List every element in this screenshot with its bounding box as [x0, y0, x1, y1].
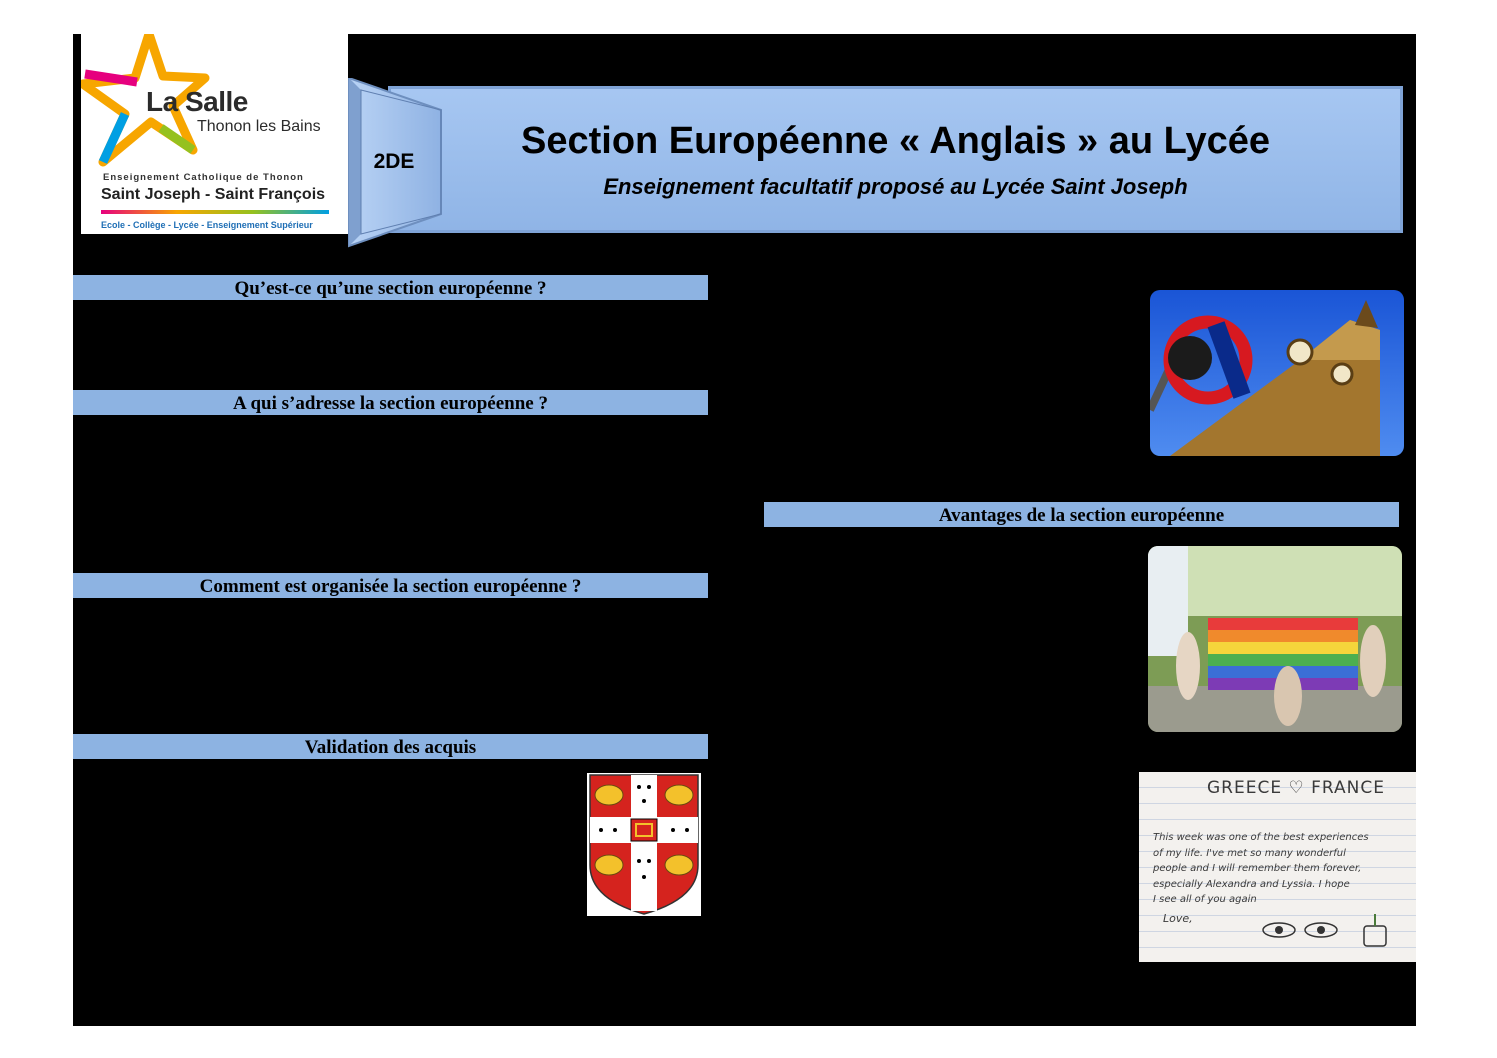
logo-levels: Ecole - Collège - Lycée - Enseignement Supérieur — [101, 220, 313, 230]
rainbow-flag-icon — [1148, 546, 1402, 732]
letter-line: people and I will remember them forever, — [1153, 863, 1362, 874]
section-heading-who: A qui s’adresse la section européenne ? — [73, 390, 708, 415]
letter-heading: GREECE ♡ FRANCE — [1207, 778, 1385, 798]
letter-line: This week was one of the best experiences — [1153, 832, 1369, 843]
letter-body — [1153, 830, 1369, 908]
section-heading-validation: Validation des acquis — [73, 734, 708, 759]
logo-color-bar — [101, 210, 329, 214]
big-ben-icon — [1150, 290, 1404, 456]
section-heading-advantages: Avantages de la section européenne — [764, 502, 1399, 527]
page-title: Section Européenne « Anglais » au Lycée — [521, 120, 1270, 162]
letter-closing: Love, — [1163, 912, 1193, 925]
students-photo — [1148, 546, 1402, 732]
logo-brand: La Salle — [146, 86, 248, 117]
letter-line: I see all of you again — [1153, 894, 1257, 905]
coat-of-arms-icon — [587, 773, 701, 916]
level-badge: 2DE — [373, 150, 415, 173]
logo-schools: Saint Joseph - Saint François — [101, 186, 326, 203]
logo-network: Enseignement Catholique de Thonon — [103, 172, 304, 183]
crest-image — [587, 773, 701, 916]
letter-line: especially Alexandra and Lyssia. I hope — [1153, 878, 1350, 890]
london-photo — [1150, 290, 1404, 456]
title-banner — [388, 86, 1403, 233]
logo-town: Thonon les Bains — [197, 118, 321, 135]
section-heading-how: Comment est organisée la section européenne ? — [73, 573, 708, 598]
sketch-eyes-icon — [1259, 912, 1399, 952]
letter-line: of my life. I've met so many wonderful — [1153, 847, 1346, 859]
page-subtitle: Enseignement facultatif proposé au Lycée Saint Joseph — [603, 174, 1188, 199]
letter-photo — [1139, 772, 1416, 962]
school-logo — [81, 34, 348, 234]
section-heading-what: Qu’est-ce qu’une section européenne ? — [73, 275, 708, 300]
